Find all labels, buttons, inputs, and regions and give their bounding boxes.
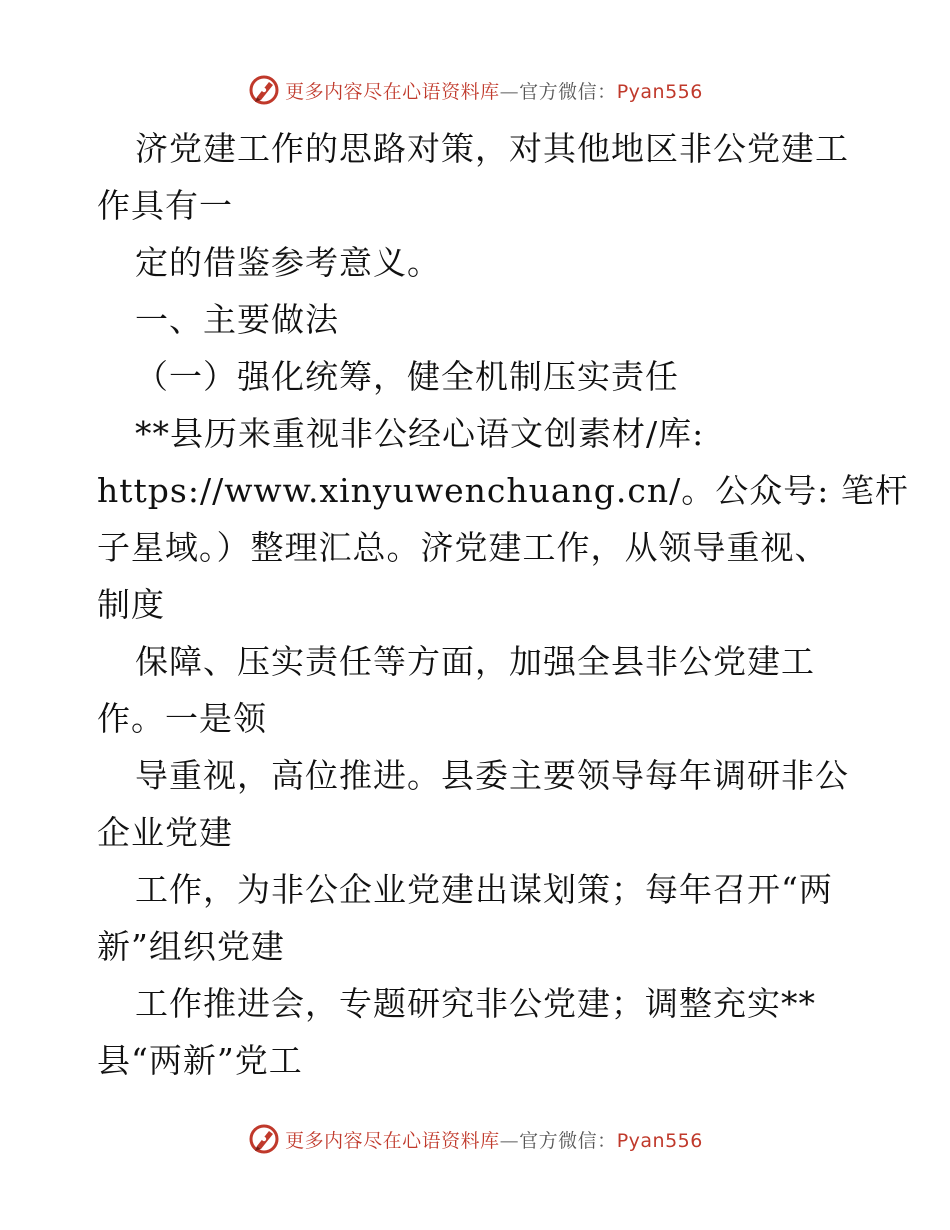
body-line: 定的借鉴参考意义。 xyxy=(135,243,441,282)
footer-banner xyxy=(0,1119,950,1159)
body-line: 企业党建 xyxy=(97,813,233,852)
header-official: 官方微信： xyxy=(519,80,617,103)
header-account: Pyan556 xyxy=(616,80,703,103)
body-line: 子星域。）整理汇总。济党建工作，从领导重视、 xyxy=(97,528,829,567)
body-line: 工作，为非公企业党建出谋划策；每年召开“两 xyxy=(135,870,833,909)
body-line: 县“两新”党工 xyxy=(97,1041,303,1080)
body-line: 工作推进会，专题研究非公党建；调整充实** xyxy=(135,984,816,1023)
footer-site: 更多内容尽在心语资料库 xyxy=(285,1129,500,1152)
pen-logo-icon xyxy=(247,73,281,107)
footer-official: 官方微信： xyxy=(519,1129,617,1152)
footer-text xyxy=(285,1126,703,1153)
body-line: **县历来重视非公经心语文创素材/库: xyxy=(135,414,705,453)
footer-account: Pyan556 xyxy=(616,1129,703,1152)
body-line: 新”组织党建 xyxy=(97,927,285,966)
body-line: 作具有一 xyxy=(97,186,233,225)
header-text xyxy=(285,77,703,104)
body-line: https://www.xinyuwenchuang.cn/。公众号: 笔杆 xyxy=(97,471,909,510)
header-dash: — xyxy=(499,80,520,103)
footer-dash: — xyxy=(499,1129,520,1152)
header-site: 更多内容尽在心语资料库 xyxy=(285,80,500,103)
pen-logo-icon xyxy=(247,1122,281,1156)
body-line: 作。一是领 xyxy=(97,699,267,738)
document-body xyxy=(97,120,909,1089)
body-line: 制度 xyxy=(97,585,165,624)
body-line: 济党建工作的思路对策，对其他地区非公党建工 xyxy=(135,129,849,168)
subsection-heading: （一）强化统筹，健全机制压实责任 xyxy=(135,357,679,396)
header-banner xyxy=(0,70,950,110)
body-line: 保障、压实责任等方面，加强全县非公党建工 xyxy=(135,642,815,681)
body-line: 导重视，高位推进。县委主要领导每年调研非公 xyxy=(135,756,849,795)
section-heading: 一、主要做法 xyxy=(135,300,339,339)
